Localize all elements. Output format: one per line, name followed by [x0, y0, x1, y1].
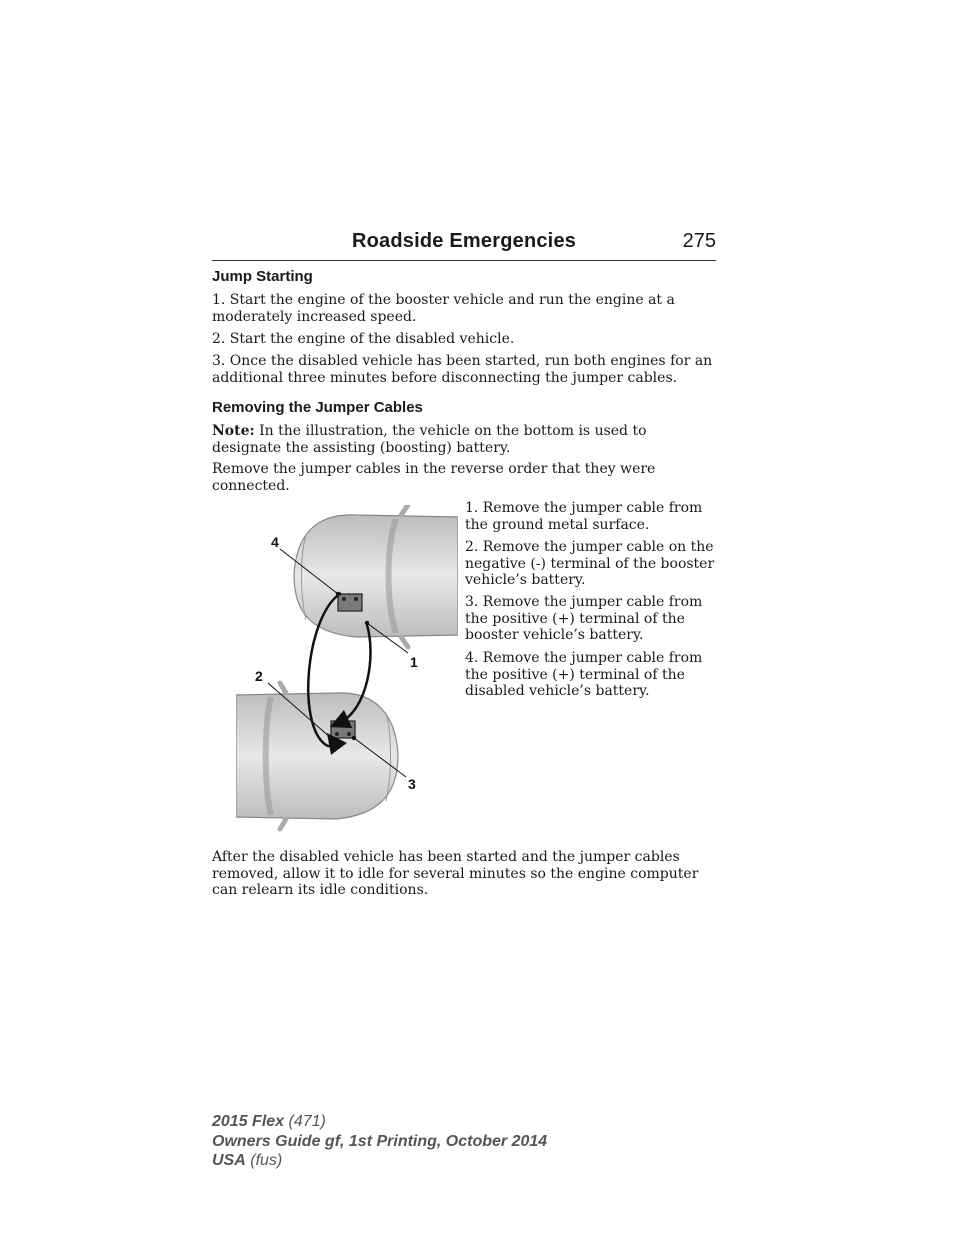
removal-step-2: 2. Remove the jumper cable on the negative (-) terminal of the booster vehicle’s battery.: [465, 539, 715, 588]
note-text: In the illustration, the vehicle on the bottom is used to designate the assisting (boosting) battery.: [212, 423, 647, 456]
jump-step-1: 1. Start the engine of the booster vehicle and run the engine at a moderately increased speed.: [212, 292, 675, 325]
footer-line-3: [212, 1151, 547, 1171]
page-footer: [212, 1112, 547, 1171]
footer-model-code: (471): [288, 1113, 326, 1130]
bottom-battery: [331, 721, 355, 738]
removal-step-1: 1. Remove the jumper cable from the ground metal surface.: [465, 500, 703, 533]
jumper-cable-illustration: [236, 505, 458, 835]
bottom-vehicle: [236, 683, 398, 829]
callout-3: 3: [408, 776, 416, 792]
footer-market: USA: [212, 1152, 246, 1169]
after-start-paragraph: After the disabled vehicle has been started and the jumper cables removed, allow it to idle for several minutes so the engine computer can relearn its idle conditions.: [212, 849, 699, 898]
removal-step-3: 3. Remove the jumper cable from the positive (+) terminal of the booster vehicle’s battery.: [465, 594, 703, 643]
callout-1: 1: [410, 654, 418, 670]
note-label: Note:: [212, 423, 255, 439]
section-title: Roadside Emergencies: [352, 230, 577, 252]
callout-4: 4: [271, 534, 279, 550]
heading-removing-cables: Removing the Jumper Cables: [212, 399, 423, 416]
footer-market-code: (fus): [250, 1152, 283, 1169]
note-paragraph: [212, 423, 716, 456]
footer-model: 2015 Flex: [212, 1113, 285, 1130]
jump-step-2: 2. Start the engine of the disabled vehicle.: [212, 331, 515, 347]
heading-jump-starting: Jump Starting: [212, 268, 313, 285]
footer-line-1: [212, 1112, 547, 1132]
removal-step-4: 4. Remove the jumper cable from the positive (+) terminal of the disabled vehicle’s battery.: [465, 650, 703, 699]
top-battery: [338, 594, 362, 611]
footer-line-2: [212, 1132, 547, 1152]
removal-intro: Remove the jumper cables in the reverse order that they were connected.: [212, 461, 656, 494]
jump-step-3: 3. Once the disabled vehicle has been started, run both engines for an additional three minutes before disconnecting the jumper cables.: [212, 353, 713, 386]
jumper-cable-diagram: [236, 505, 458, 835]
page-number: 275: [682, 230, 716, 252]
callout-2: 2: [255, 668, 263, 684]
page-header: [212, 228, 716, 261]
footer-guide: Owners Guide gf, 1st Printing, October 2014: [212, 1132, 548, 1150]
